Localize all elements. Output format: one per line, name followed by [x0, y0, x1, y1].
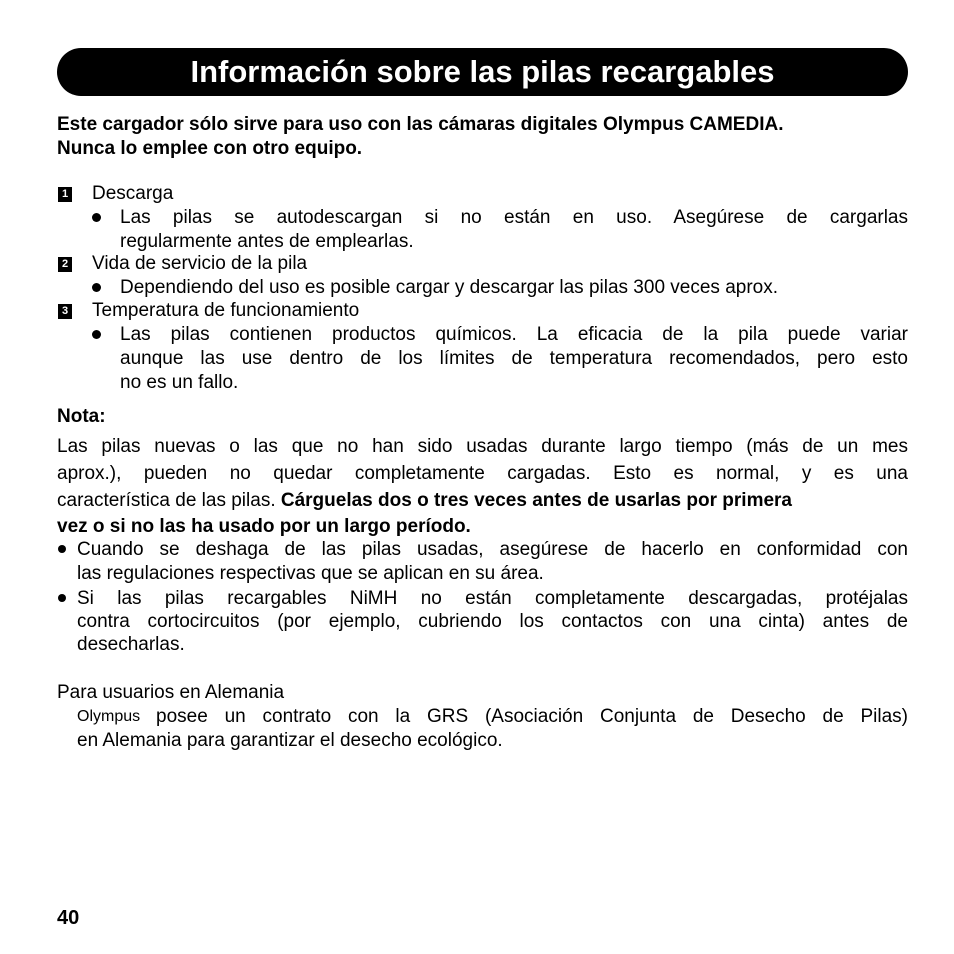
bullet-icon	[58, 594, 66, 602]
note-line-3-bold: Cárguelas dos o tres veces antes de usarlas por primera	[280, 490, 792, 511]
bullet-icon	[92, 283, 101, 292]
item-number-1: 1	[58, 187, 72, 202]
bullet-icon	[58, 545, 66, 553]
note-line-4: vez o si no las ha usado por un largo período.	[57, 516, 471, 537]
germany-line-2: en Alemania para garantizar el desecho ecológico.	[77, 730, 503, 751]
note-line-3-plain: característica de las pilas.	[57, 490, 281, 511]
item-number-2: 2	[58, 257, 72, 272]
title-banner	[57, 48, 908, 96]
note-bullet-2-line-3: desecharlas.	[77, 634, 185, 655]
item-3-bullet-line-2: aunque las use dentro de los límites de temperatura recomendados, pero esto	[120, 348, 908, 369]
germany-line-1-rest: posee un contrato con la GRS (Asociación Conjunta de Desecho de Pilas)	[156, 706, 908, 727]
item-1-bullet-line-2: regularmente antes de emplearlas.	[120, 231, 414, 252]
item-3-bullet-line-3: no es un fallo.	[120, 372, 239, 393]
item-heading-vida: Vida de servicio de la pila	[92, 253, 308, 274]
item-3-bullet-line-1: Las pilas contienen productos químicos. La eficacia de la pila puede variar	[120, 324, 908, 345]
germany-heading: Para usuarios en Alemania	[57, 682, 285, 703]
note-bullet-2-line-1: Si las pilas recargables NiMH no están completamente descargadas, protéjalas	[77, 588, 908, 609]
page-number: 40	[57, 907, 80, 929]
item-heading-temperatura: Temperatura de funcionamiento	[92, 300, 360, 321]
note-bullet-1-line-1: Cuando se deshaga de las pilas usadas, asegúrese de hacerlo en conformidad con	[77, 539, 908, 560]
bullet-icon	[92, 330, 101, 339]
page-title: Información sobre las pilas recargables	[190, 54, 775, 89]
note-bullet-1-line-2: las regulaciones respectivas que se aplican en su área.	[77, 563, 544, 584]
bullet-icon	[92, 213, 101, 222]
note-line-2: aprox.), pueden no quedar completamente cargadas. Esto es normal, y es una	[57, 463, 908, 484]
note-heading: Nota:	[57, 406, 106, 427]
item-number-3: 3	[58, 304, 72, 319]
item-2-bullet-line-1: Dependiendo del uso es posible cargar y descargar las pilas 300 veces aprox.	[120, 277, 779, 298]
brand-name: Olympus	[77, 708, 141, 725]
item-1-bullet-line-1: Las pilas se autodescargan si no están en uso. Asegúrese de cargarlas	[120, 207, 908, 228]
germany-line-1	[77, 705, 908, 729]
note-bullet-2-line-2: contra cortocircuitos (por ejemplo, cubriendo los contactos con una cinta) antes de	[77, 611, 908, 632]
intro-line-2: Nunca lo emplee con otro equipo.	[57, 138, 363, 159]
note-line-3	[57, 489, 908, 513]
item-heading-descarga: Descarga	[92, 183, 174, 204]
intro-line-1: Este cargador sólo sirve para uso con las cámaras digitales Olympus CAMEDIA.	[57, 114, 784, 135]
note-line-1: Las pilas nuevas o las que no han sido usadas durante largo tiempo (más de un mes	[57, 436, 908, 457]
